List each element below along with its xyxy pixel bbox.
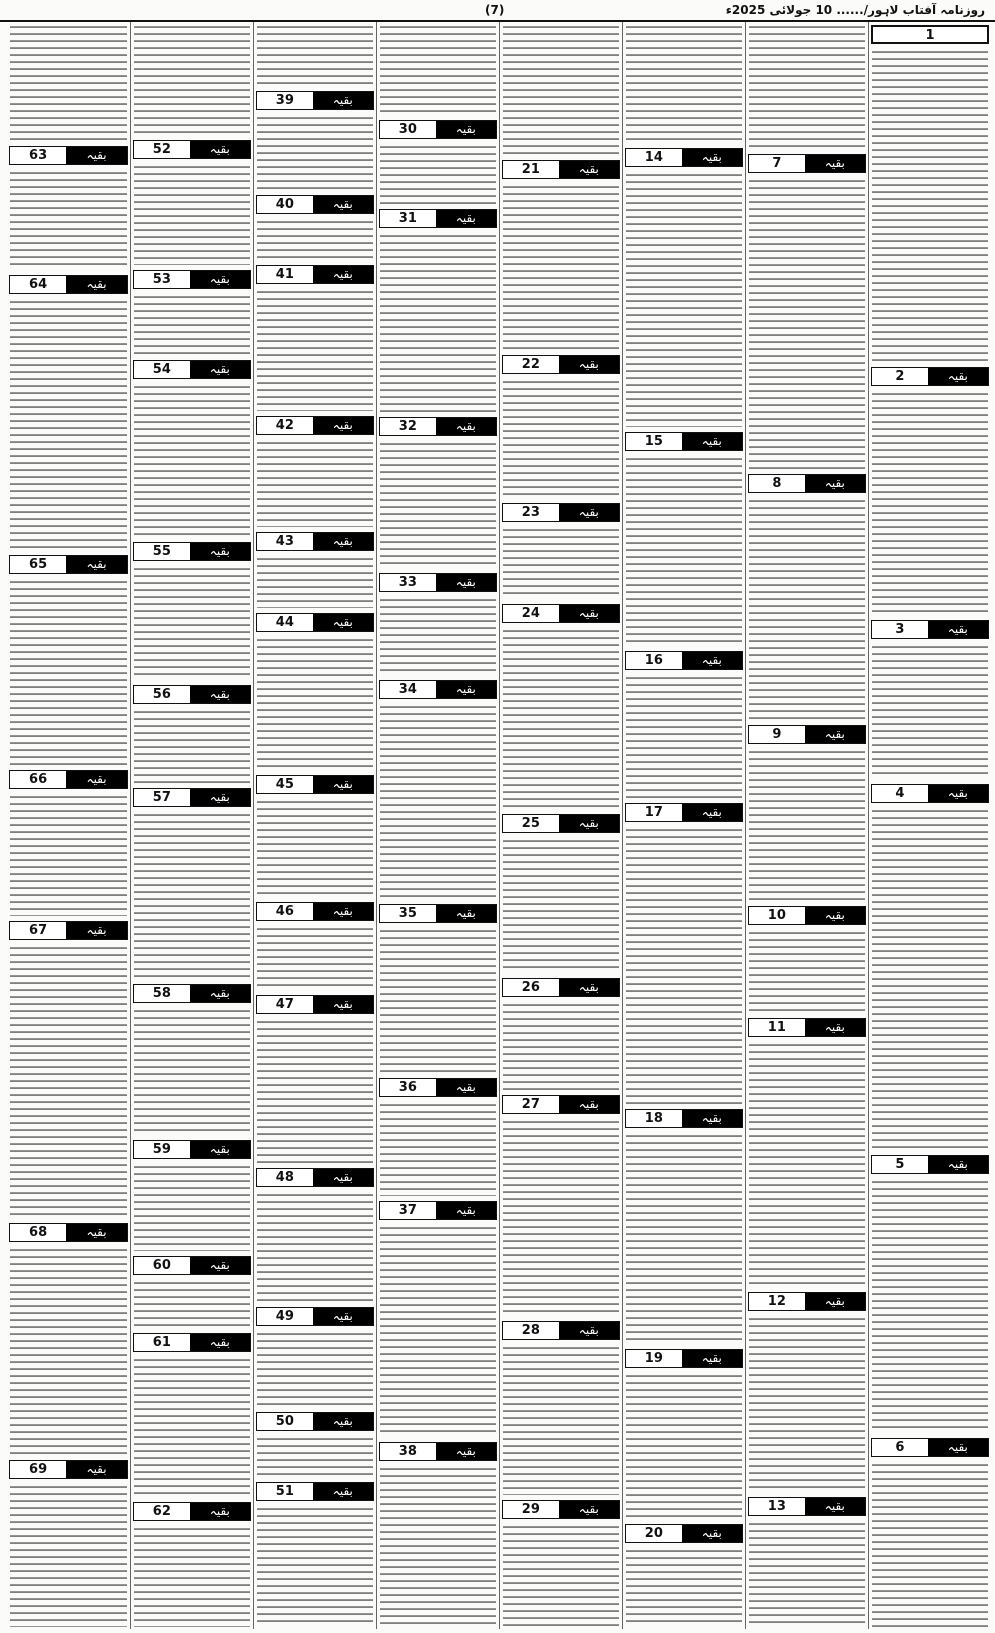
article-text	[503, 1119, 619, 1316]
article-text	[749, 178, 865, 469]
continued-header	[133, 1140, 251, 1159]
continued-label: بقیہ	[682, 804, 742, 821]
article-text	[503, 379, 619, 498]
continued-label: بقیہ	[559, 815, 619, 832]
article-text	[380, 704, 496, 899]
continued-label: بقیہ	[436, 681, 496, 698]
article-text	[749, 1316, 865, 1492]
news-column	[376, 22, 499, 1629]
continued-header	[625, 803, 743, 822]
continued-number: 18	[626, 1110, 682, 1127]
continued-header	[379, 417, 497, 436]
continued-label: بقیہ	[66, 1224, 127, 1241]
continued-number: 38	[380, 1443, 436, 1460]
continued-header	[502, 1500, 620, 1519]
continued-header	[871, 1155, 989, 1174]
continued-number: 27	[503, 1096, 559, 1113]
article-text	[134, 812, 250, 979]
article-text	[257, 1331, 373, 1406]
continued-number: 44	[257, 614, 313, 631]
continued-number: 61	[134, 1334, 190, 1351]
continued-number: 19	[626, 1350, 682, 1367]
continued-number: 3	[872, 621, 928, 638]
continued-header	[133, 1333, 251, 1352]
continued-header	[9, 1460, 128, 1479]
continued-header	[256, 416, 374, 435]
continued-label: بقیہ	[190, 985, 250, 1002]
continued-header	[379, 1201, 497, 1220]
continued-number: 31	[380, 210, 436, 227]
article-text	[134, 1280, 250, 1328]
continued-label: بقیہ	[190, 543, 250, 560]
continued-label: بقیہ	[313, 903, 373, 920]
article-text	[626, 1373, 742, 1518]
continued-number: 52	[134, 141, 190, 158]
continued-label: بقیہ	[805, 1019, 865, 1036]
continued-header	[256, 91, 374, 110]
article-text	[257, 556, 373, 609]
continued-label: بقیہ	[313, 92, 373, 109]
continued-label: بقیہ	[190, 1503, 250, 1520]
continued-label: بقیہ	[928, 785, 988, 802]
continued-number: 63	[10, 147, 66, 164]
continued-header	[625, 1524, 743, 1543]
continued-label: بقیہ	[436, 121, 496, 138]
article-text	[257, 799, 373, 897]
continued-header	[625, 1349, 743, 1368]
continued-label: بقیہ	[436, 1443, 496, 1460]
continued-label: بقیہ	[190, 686, 250, 703]
continued-label: بقیہ	[928, 1156, 988, 1173]
continued-header	[502, 1321, 620, 1340]
continued-label: بقیہ	[559, 979, 619, 996]
article-text	[503, 1524, 619, 1627]
masthead-date: روزنامہ آفتاب لاہور/...... 10 جولائی 2025ء	[725, 3, 985, 17]
article-text	[872, 808, 988, 1150]
continued-number: 60	[134, 1257, 190, 1274]
news-column	[622, 22, 745, 1629]
article-text	[10, 1484, 127, 1627]
continued-header	[748, 906, 866, 925]
article-text	[257, 115, 373, 190]
continued-label: بقیہ	[436, 210, 496, 227]
article-text	[134, 1164, 250, 1251]
continued-number: 14	[626, 149, 682, 166]
continued-label: بقیہ	[805, 726, 865, 743]
continued-number: 26	[503, 979, 559, 996]
continued-label: بقیہ	[559, 605, 619, 622]
continued-label: بقیہ	[66, 556, 127, 573]
continued-number: 66	[10, 771, 66, 788]
article-text	[257, 1019, 373, 1163]
continued-header	[9, 146, 128, 165]
article-text	[872, 391, 988, 615]
continued-label: بقیہ	[313, 266, 373, 283]
continued-number: 42	[257, 417, 313, 434]
continued-header	[502, 978, 620, 997]
article-text	[134, 1526, 250, 1627]
continued-label: بقیہ	[928, 1439, 988, 1456]
article-text	[134, 566, 250, 680]
continued-number: 6	[872, 1439, 928, 1456]
article-text	[257, 637, 373, 770]
article-text	[380, 928, 496, 1073]
continued-header	[256, 775, 374, 794]
continued-number: 20	[626, 1525, 682, 1542]
continued-number: 68	[10, 1224, 66, 1241]
continued-header	[379, 573, 497, 592]
continued-number: 41	[257, 266, 313, 283]
continued-number: 47	[257, 996, 313, 1013]
continued-label: بقیہ	[436, 905, 496, 922]
continued-number: 15	[626, 433, 682, 450]
news-column	[253, 22, 376, 1629]
continued-header	[256, 532, 374, 551]
continued-label: بقیہ	[190, 789, 250, 806]
article-text	[872, 644, 988, 780]
article-text	[10, 945, 127, 1218]
continued-header	[871, 620, 989, 639]
continued-header	[502, 503, 620, 522]
article-text	[10, 1247, 127, 1455]
continued-header	[133, 788, 251, 807]
continued-header	[748, 1497, 866, 1516]
article-text	[872, 1462, 988, 1627]
continued-label: بقیہ	[559, 504, 619, 521]
continued-label: بقیہ	[682, 149, 742, 166]
continued-label: بقیہ	[805, 1498, 865, 1515]
article-text	[134, 1357, 250, 1497]
continued-header	[9, 275, 128, 294]
continued-header	[9, 921, 128, 940]
continued-label: بقیہ	[313, 1169, 373, 1186]
continued-number: 9	[749, 726, 805, 743]
article-text	[380, 597, 496, 674]
continued-header	[9, 770, 128, 789]
continued-header	[502, 604, 620, 623]
article-text	[134, 24, 250, 135]
article-text	[257, 1436, 373, 1477]
continued-number: 64	[10, 276, 66, 293]
continued-number: 17	[626, 804, 682, 821]
continued-header	[133, 1256, 251, 1275]
continued-header	[9, 1223, 128, 1242]
continued-header	[502, 814, 620, 833]
continued-header	[379, 209, 497, 228]
continued-header	[871, 367, 989, 386]
page-number: (7)	[485, 3, 505, 17]
article-text	[257, 1192, 373, 1302]
article-text	[503, 184, 619, 350]
continued-number: 46	[257, 903, 313, 920]
continued-label: بقیہ	[313, 996, 373, 1013]
continued-number: 7	[749, 155, 805, 172]
continued-number: 54	[134, 361, 190, 378]
continued-header	[379, 120, 497, 139]
continued-header	[256, 613, 374, 632]
continued-number: 69	[10, 1461, 66, 1478]
article-text	[380, 233, 496, 411]
continued-header	[379, 904, 497, 923]
continued-header	[871, 1438, 989, 1457]
article-text	[626, 675, 742, 798]
continued-header	[9, 555, 128, 574]
continued-label: بقیہ	[682, 652, 742, 669]
continued-header	[256, 1168, 374, 1187]
continued-header	[256, 995, 374, 1014]
article-text	[503, 1345, 619, 1495]
article-columns	[4, 22, 991, 1629]
continued-label: بقیہ	[436, 418, 496, 435]
continued-label: بقیہ	[682, 433, 742, 450]
continued-label: بقیہ	[313, 196, 373, 213]
article-text	[257, 289, 373, 410]
article-text	[134, 294, 250, 355]
article-text	[749, 930, 865, 1013]
continued-header	[748, 725, 866, 744]
continued-label: بقیہ	[682, 1110, 742, 1127]
continued-number: 2	[872, 368, 928, 385]
masthead	[0, 0, 995, 22]
continued-header	[748, 1292, 866, 1311]
article-text	[749, 498, 865, 720]
continued-number: 4	[872, 785, 928, 802]
continued-number: 59	[134, 1141, 190, 1158]
continued-header	[625, 651, 743, 670]
continued-label: بقیہ	[559, 356, 619, 373]
article-text	[10, 579, 127, 765]
article-text	[380, 1102, 496, 1196]
continued-label: بقیہ	[559, 1096, 619, 1113]
continued-header	[133, 360, 251, 379]
continued-label: بقیہ	[313, 614, 373, 631]
continued-label: بقیہ	[313, 1413, 373, 1430]
news-column	[868, 22, 991, 1629]
continued-number: 22	[503, 356, 559, 373]
continued-number: 5	[872, 1156, 928, 1173]
continued-header	[502, 1095, 620, 1114]
article-text	[257, 24, 373, 86]
continued-number: 55	[134, 543, 190, 560]
continued-number: 16	[626, 652, 682, 669]
continued-header	[256, 195, 374, 214]
continued-number: 25	[503, 815, 559, 832]
continued-number: 48	[257, 1169, 313, 1186]
article-text	[10, 299, 127, 550]
continued-header	[256, 902, 374, 921]
article-text	[134, 384, 250, 538]
continued-number: 1	[873, 27, 987, 42]
continued-label: بقیہ	[928, 621, 988, 638]
continued-header	[502, 160, 620, 179]
continued-number: 28	[503, 1322, 559, 1339]
continued-header	[625, 148, 743, 167]
article-text	[134, 164, 250, 265]
continued-number: 45	[257, 776, 313, 793]
article-text	[626, 172, 742, 427]
article-text	[134, 1008, 250, 1135]
continued-header	[256, 1307, 374, 1326]
continued-label: بقیہ	[190, 271, 250, 288]
continued-header	[133, 1502, 251, 1521]
continued-number: 24	[503, 605, 559, 622]
continued-number: 62	[134, 1503, 190, 1520]
continued-label: بقیہ	[66, 276, 127, 293]
article-text	[872, 49, 988, 362]
continued-label: بقیہ	[66, 771, 127, 788]
continued-number: 23	[503, 504, 559, 521]
news-column	[745, 22, 868, 1629]
continued-label: بقیہ	[190, 1334, 250, 1351]
continued-label: بقیہ	[805, 475, 865, 492]
continued-label: بقیہ	[190, 1257, 250, 1274]
continued-number: 56	[134, 686, 190, 703]
continued-number: 51	[257, 1483, 313, 1500]
continued-label: بقیہ	[682, 1525, 742, 1542]
continued-label: بقیہ	[190, 141, 250, 158]
article-text	[872, 1179, 988, 1433]
continued-label: بقیہ	[559, 1501, 619, 1518]
continued-number: 29	[503, 1501, 559, 1518]
continued-number: 37	[380, 1202, 436, 1219]
article-text	[380, 144, 496, 205]
continued-header	[133, 270, 251, 289]
article-text	[626, 1548, 742, 1627]
article-text	[380, 24, 496, 115]
continued-header	[256, 265, 374, 284]
article-text	[257, 440, 373, 527]
continued-label: بقیہ	[436, 574, 496, 591]
continued-label: بقیہ	[805, 155, 865, 172]
article-text	[257, 926, 373, 990]
continued-number: 33	[380, 574, 436, 591]
continued-label: بقیہ	[805, 1293, 865, 1310]
continued-label: بقیہ	[928, 368, 988, 385]
article-text	[503, 1002, 619, 1090]
continued-header	[625, 432, 743, 451]
continued-number: 10	[749, 907, 805, 924]
continued-number: 57	[134, 789, 190, 806]
continued-header	[133, 685, 251, 704]
continued-label: بقیہ	[66, 922, 127, 939]
news-column	[499, 22, 622, 1629]
continued-number: 43	[257, 533, 313, 550]
article-text	[626, 456, 742, 645]
news-column	[7, 22, 130, 1629]
continued-header	[379, 680, 497, 699]
continued-header	[502, 355, 620, 374]
article-text	[626, 827, 742, 1104]
continued-label: بقیہ	[313, 776, 373, 793]
article-text	[749, 749, 865, 901]
continued-label: بقیہ	[805, 907, 865, 924]
continued-header	[748, 474, 866, 493]
continued-number: 12	[749, 1293, 805, 1310]
continued-number: 50	[257, 1413, 313, 1430]
article-text	[626, 24, 742, 143]
continued-header	[133, 542, 251, 561]
continued-label: بقیہ	[436, 1079, 496, 1096]
article-text	[503, 838, 619, 973]
continued-header	[871, 784, 989, 803]
continued-label: بقیہ	[313, 1308, 373, 1325]
continued-number: 53	[134, 271, 190, 288]
continued-header	[871, 25, 989, 44]
article-text	[380, 441, 496, 569]
continued-number: 8	[749, 475, 805, 492]
continued-number: 58	[134, 985, 190, 1002]
continued-number: 34	[380, 681, 436, 698]
article-text	[626, 1133, 742, 1344]
continued-number: 32	[380, 418, 436, 435]
continued-number: 65	[10, 556, 66, 573]
continued-header	[379, 1078, 497, 1097]
article-text	[749, 1042, 865, 1287]
article-text	[380, 1466, 496, 1627]
continued-label: بقیہ	[313, 417, 373, 434]
continued-number: 21	[503, 161, 559, 178]
continued-number: 67	[10, 922, 66, 939]
continued-number: 11	[749, 1019, 805, 1036]
continued-header	[748, 1018, 866, 1037]
article-text	[380, 1225, 496, 1437]
continued-label: بقیہ	[559, 1322, 619, 1339]
continued-label: بقیہ	[682, 1350, 742, 1367]
article-text	[749, 1521, 865, 1627]
continued-number: 30	[380, 121, 436, 138]
continued-label: بقیہ	[313, 533, 373, 550]
continued-header	[133, 984, 251, 1003]
continued-label: بقیہ	[66, 1461, 127, 1478]
article-text	[10, 24, 127, 141]
continued-label: بقیہ	[190, 361, 250, 378]
continued-header	[133, 140, 251, 159]
news-column	[130, 22, 253, 1629]
article-text	[10, 794, 127, 915]
continued-number: 40	[257, 196, 313, 213]
continued-label: بقیہ	[559, 161, 619, 178]
article-text	[503, 24, 619, 155]
article-text	[134, 709, 250, 783]
continued-number: 35	[380, 905, 436, 922]
continued-number: 49	[257, 1308, 313, 1325]
continued-number: 39	[257, 92, 313, 109]
continued-label: بقیہ	[190, 1141, 250, 1158]
continued-header	[256, 1482, 374, 1501]
article-text	[749, 24, 865, 149]
article-text	[503, 527, 619, 599]
continued-header	[625, 1109, 743, 1128]
article-text	[257, 219, 373, 260]
article-text	[10, 170, 127, 270]
continued-header	[379, 1442, 497, 1461]
continued-header	[748, 154, 866, 173]
article-text	[503, 628, 619, 809]
article-text	[257, 1506, 373, 1627]
continued-label: بقیہ	[66, 147, 127, 164]
continued-header	[256, 1412, 374, 1431]
continued-label: بقیہ	[313, 1483, 373, 1500]
continued-number: 13	[749, 1498, 805, 1515]
continued-label: بقیہ	[436, 1202, 496, 1219]
continued-number: 36	[380, 1079, 436, 1096]
